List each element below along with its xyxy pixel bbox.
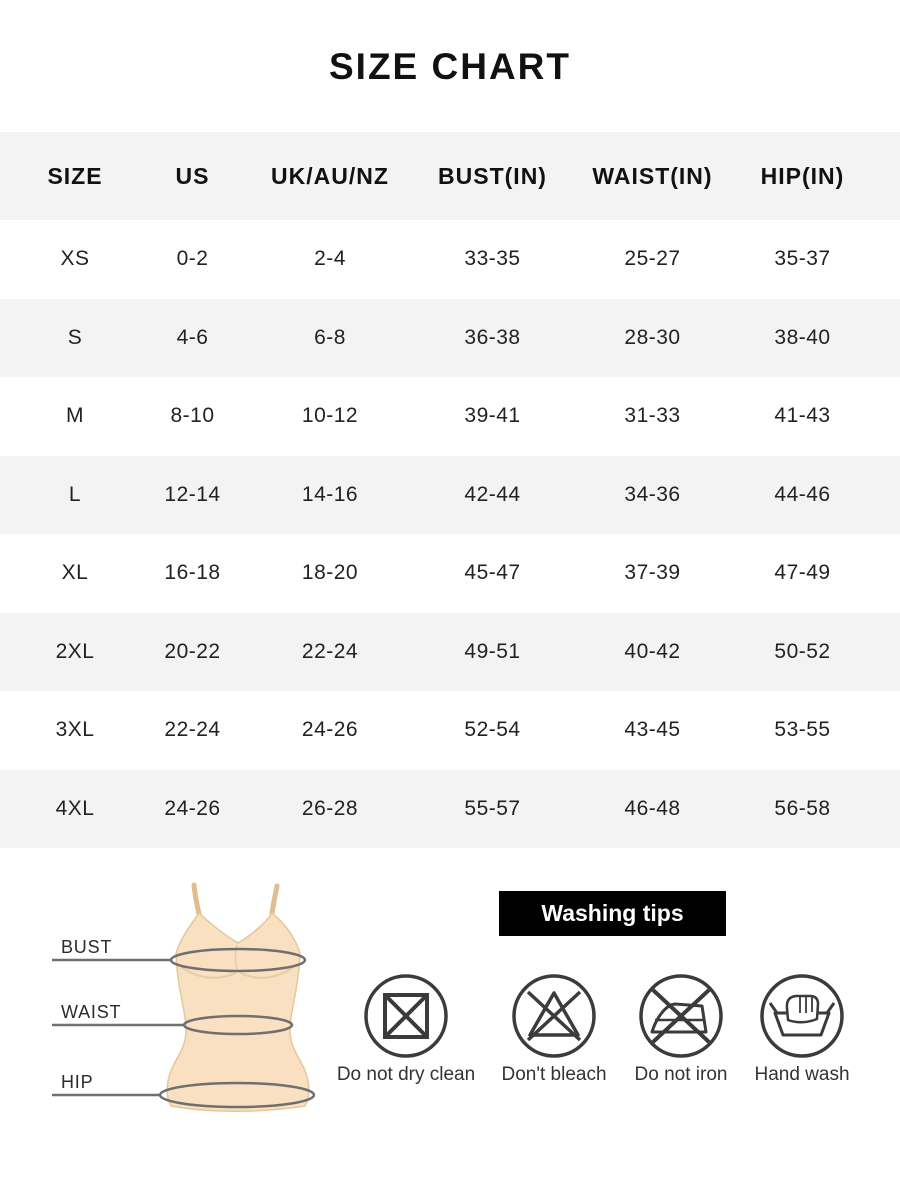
page-title: SIZE CHART — [329, 46, 571, 87]
value-cell: 22-24 — [164, 718, 221, 742]
value-cell: 20-22 — [164, 639, 221, 663]
care-tip-do-not-dry-clean — [326, 972, 486, 1086]
value-cell: 45-47 — [464, 561, 521, 585]
size-cell: 3XL — [55, 718, 95, 742]
value-cell: 2-4 — [314, 247, 346, 271]
table-row — [0, 770, 900, 849]
care-tip-label: Hand wash — [754, 1064, 850, 1085]
care-tip-label: Do not dry clean — [336, 1064, 476, 1085]
value-cell: 10-12 — [301, 404, 359, 428]
value-cell: 24-26 — [164, 796, 221, 820]
size-cell: L — [68, 482, 82, 506]
value-cell: 38-40 — [774, 325, 831, 349]
waist-label: WAIST — [61, 1002, 122, 1022]
value-cell: 8-10 — [170, 404, 215, 428]
care-tip-hand-wash — [722, 972, 882, 1086]
value-cell: 39-41 — [464, 404, 521, 428]
value-cell: 43-45 — [624, 718, 681, 742]
value-cell: 6-8 — [314, 325, 346, 349]
column-header-us: US — [175, 162, 210, 189]
value-cell: 35-37 — [774, 247, 831, 271]
value-cell: 53-55 — [774, 718, 831, 742]
table-row — [0, 220, 900, 299]
bust-label: BUST — [61, 937, 113, 957]
value-cell: 47-49 — [774, 561, 831, 585]
column-header-bust: BUST(IN) — [438, 162, 547, 189]
do-not-bleach-icon — [510, 972, 598, 1060]
value-cell: 41-43 — [774, 404, 831, 428]
column-header-uk-au-nz: UK/AU/NZ — [271, 162, 389, 189]
value-cell: 50-52 — [774, 639, 831, 663]
value-cell: 55-57 — [464, 796, 521, 820]
value-cell: 22-24 — [301, 639, 359, 663]
value-cell: 33-35 — [464, 247, 521, 271]
column-header-waist: WAIST(IN) — [592, 162, 713, 189]
do-not-iron-icon — [637, 972, 725, 1060]
value-cell: 40-42 — [624, 639, 681, 663]
value-cell: 56-58 — [774, 796, 831, 820]
size-cell: XL — [61, 561, 89, 585]
header-row — [0, 132, 900, 220]
size-cell: 4XL — [55, 796, 95, 820]
value-cell: 16-18 — [164, 561, 221, 585]
care-tip-label: Don't bleach — [501, 1064, 607, 1085]
value-cell: 36-38 — [464, 325, 521, 349]
washing-tips-banner-label: Washing tips — [541, 900, 684, 926]
value-cell: 49-51 — [464, 639, 521, 663]
value-cell: 52-54 — [464, 718, 521, 742]
value-cell: 42-44 — [464, 482, 521, 506]
hand-wash-icon — [758, 972, 846, 1060]
camisole-body — [167, 913, 309, 1111]
garment-illustration — [40, 865, 330, 1120]
value-cell: 37-39 — [624, 561, 681, 585]
value-cell: 14-16 — [301, 482, 359, 506]
left-strap — [194, 885, 199, 914]
value-cell: 24-26 — [301, 718, 359, 742]
measurement-diagram — [40, 865, 330, 1120]
size-cell: XS — [60, 247, 90, 271]
column-header-size: SIZE — [47, 162, 103, 189]
value-cell: 28-30 — [624, 325, 681, 349]
value-cell: 4-6 — [176, 325, 209, 349]
value-cell: 0-2 — [176, 247, 209, 271]
column-header-hip: HIP(IN) — [760, 162, 845, 189]
do-not-dry-clean-icon — [362, 972, 450, 1060]
size-cell: M — [66, 404, 84, 428]
care-tip-label: Do not iron — [634, 1064, 728, 1085]
value-cell: 12-14 — [164, 482, 221, 506]
value-cell: 25-27 — [624, 247, 681, 271]
hip-label: HIP — [61, 1072, 94, 1092]
table-row — [0, 377, 900, 456]
table-row — [0, 299, 900, 378]
size-cell: S — [67, 325, 83, 349]
washing-tips-banner — [499, 891, 726, 936]
value-cell: 34-36 — [624, 482, 681, 506]
value-cell: 46-48 — [624, 796, 681, 820]
table-row — [0, 613, 900, 692]
value-cell: 18-20 — [301, 561, 359, 585]
table-row — [0, 456, 900, 535]
size-cell: 2XL — [55, 639, 95, 663]
size-table — [0, 132, 900, 848]
table-row — [0, 534, 900, 613]
value-cell: 26-28 — [301, 796, 359, 820]
value-cell: 31-33 — [624, 404, 681, 428]
value-cell: 44-46 — [774, 482, 831, 506]
right-strap — [272, 886, 277, 914]
table-row — [0, 691, 900, 770]
